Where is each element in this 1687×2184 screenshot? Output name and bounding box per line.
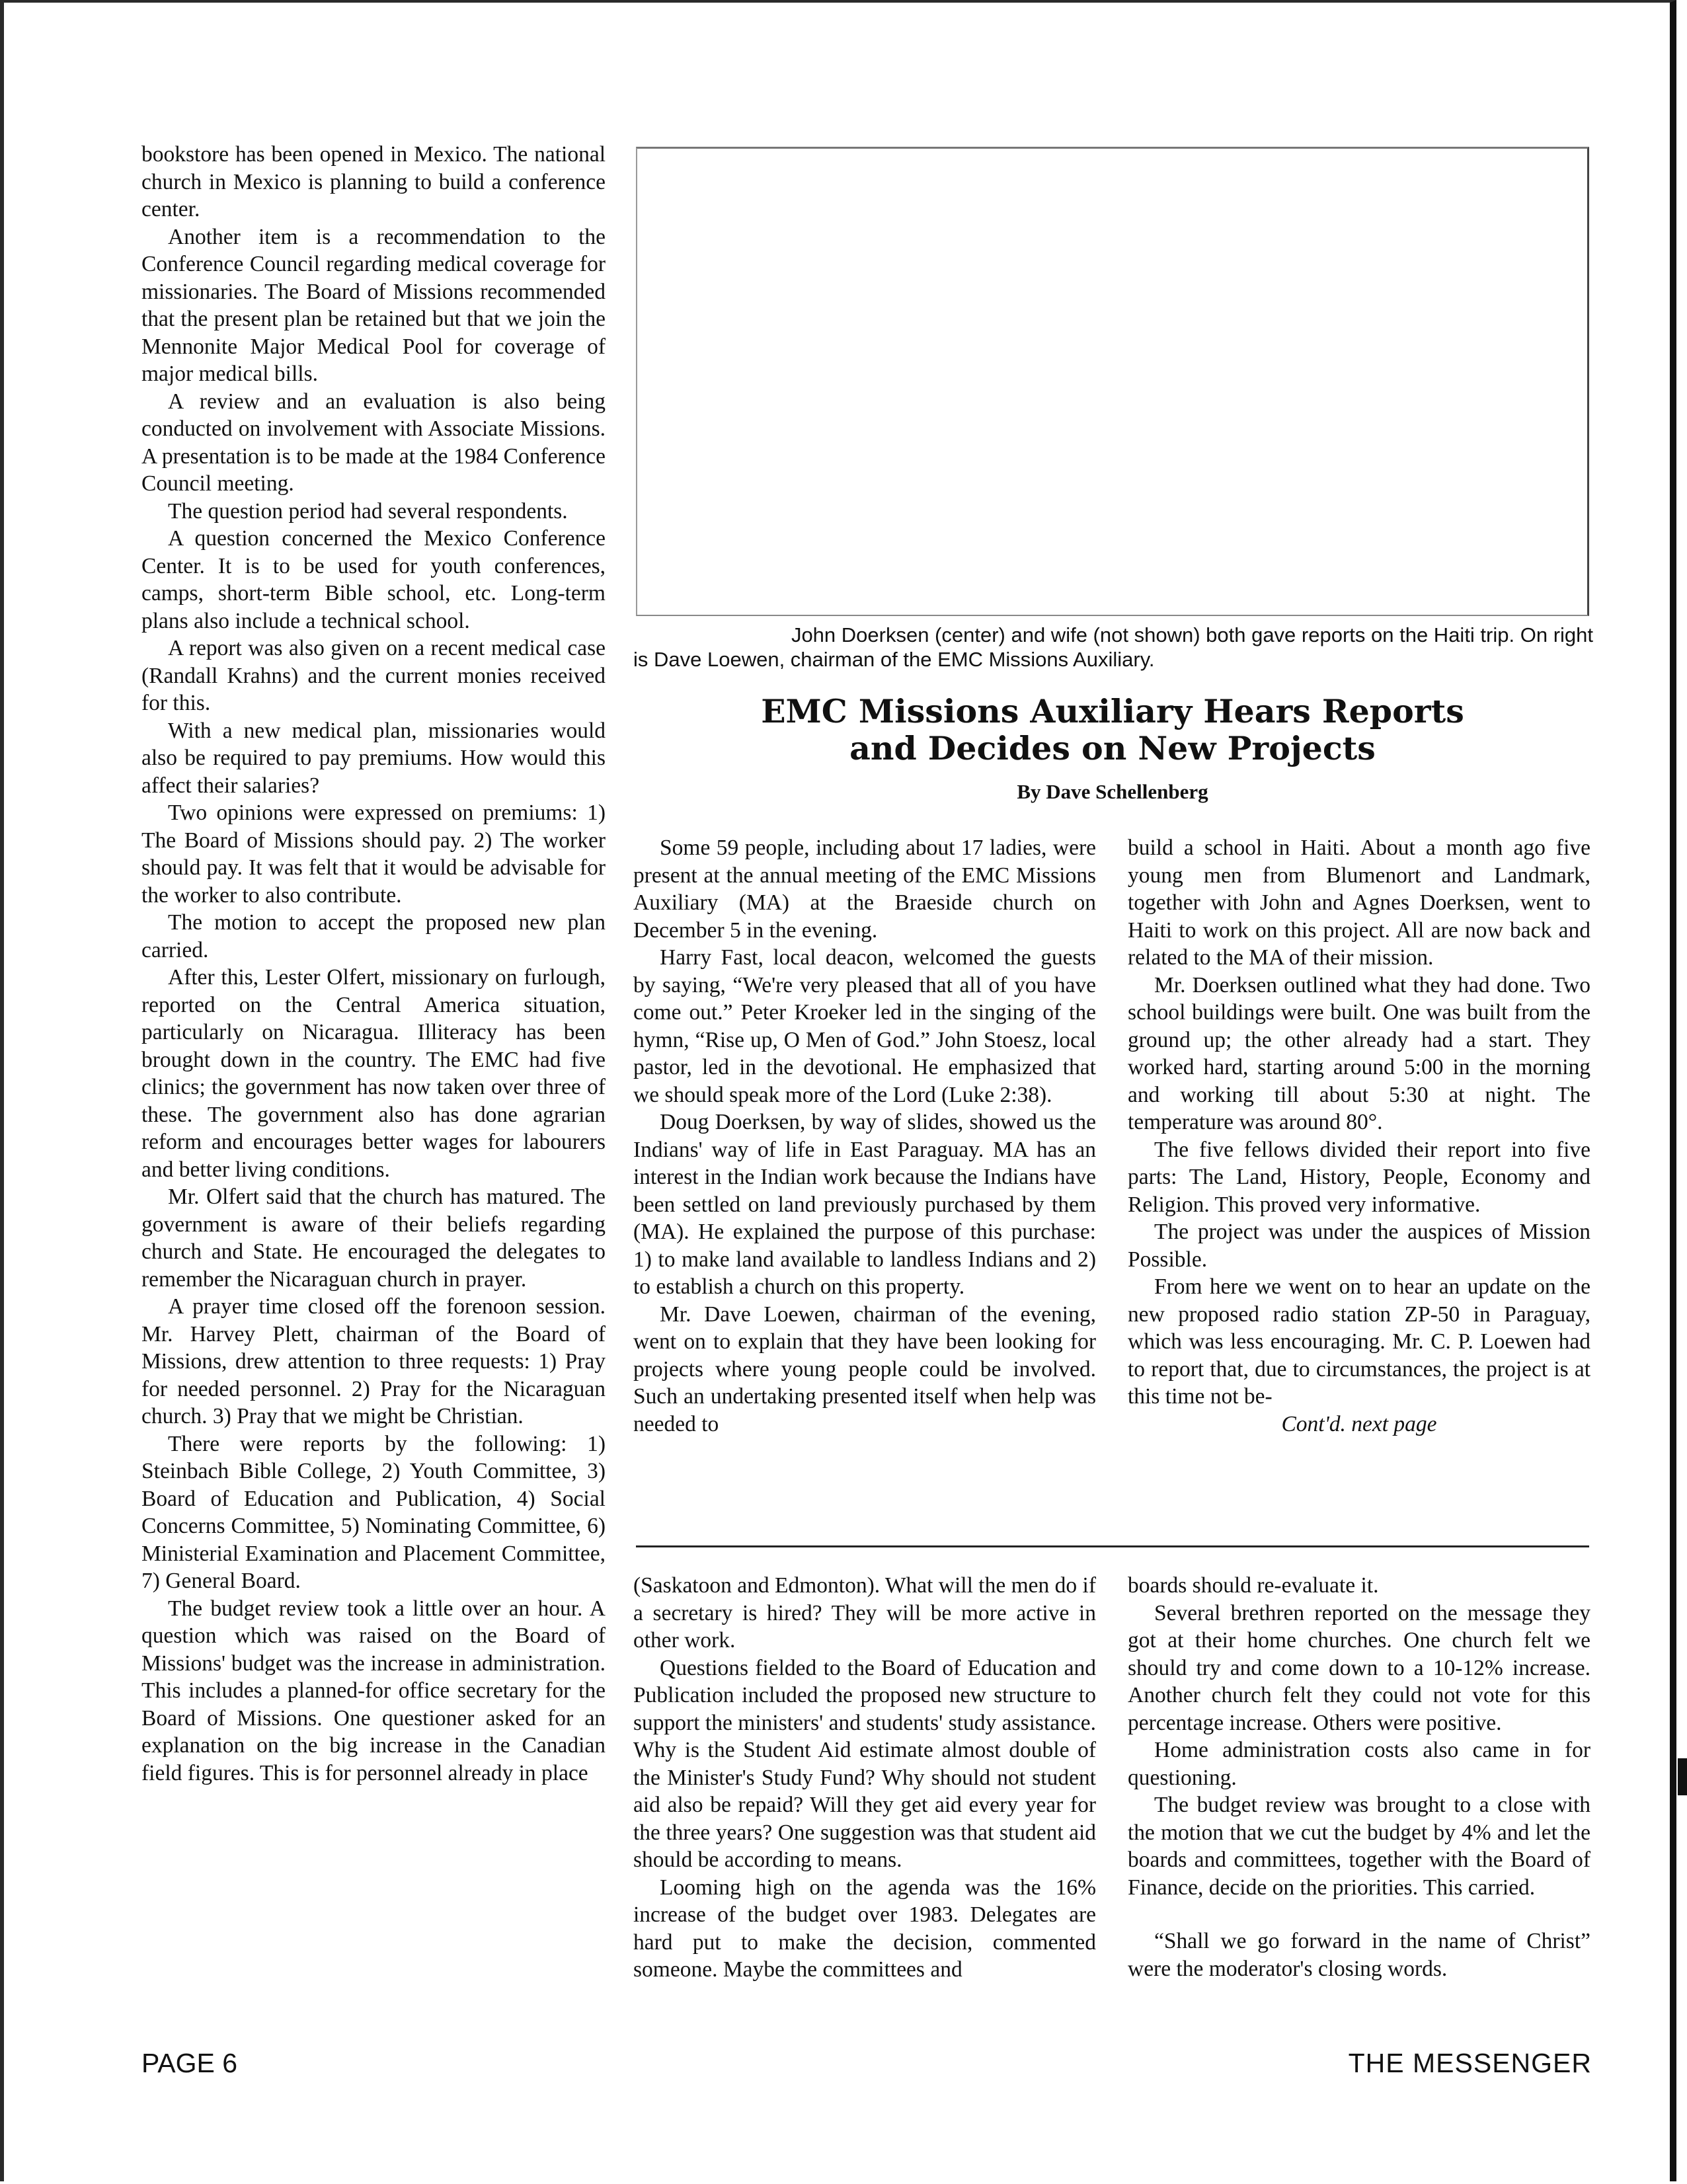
paragraph: Some 59 people, including about 17 ladies, were present at the annual meeting of the EMC Missions Auxiliary (MA) at the Braeside church on December 5 in the evening. [633,836,1096,943]
paragraph: (Saskatoon and Edmonton). What will the men do if a secretary is hired? They will be more active in other work. [633,1573,1096,1653]
article-middle-column [633,834,1096,1438]
paragraph: boards should re-evaluate it. [1128,1573,1379,1598]
paragraph: bookstore has been opened in Mexico. The national church in Mexico is planning to build a conference center. [141,142,606,221]
paragraph: A prayer time closed off the forenoon session. Mr. Harvey Plett, chairman of the Board of Missions, drew attention to three requests: 1) Pray for needed personnel. 2) Pray for the Nicaraguan church. 3) Pray that we might be Christian. [141,1294,606,1428]
paragraph: The project was under the auspices of Mission Possible. [1128,1220,1590,1272]
left-column [141,141,606,1787]
paragraph: After this, Lester Olfert, missionary on furlough, reported on the Central America situation, particularly on Nicaragua. Illiteracy has been brought down in the country. The EMC had five clinics; the government has now taken over three of these. The government also has done agrarian reform and encourages better wages for labourers and better living conditions. [141,965,606,1182]
paragraph: Another item is a recommendation to the Conference Council regarding medical coverage for missionaries. The Board of Missions recommended that the present plan be retained but that we join the Mennonite Major Medical Pool for coverage of major medical bills. [141,224,606,386]
paragraph: The budget review took a little over an hour. A question which was raised on the Board of Missions' budget was the increase in administration. This includes a planned-for office secretary for the Board of Missions. One questioner asked for an explanation on the big increase in the Canadian field figures. This is for personnel already in place [141,1596,606,1785]
paragraph: With a new medical plan, missionaries would also be required to pay premiums. How would this affect their salaries? [141,718,606,798]
paragraph: Doug Doerksen, by way of slides, showed us the Indians' way of life in East Paraguay. MA has an interest in the Indian work because the Indians have been settled on land previously purchased by them (MA). He explained the purpose of this purchase: 1) to make land available to landless Indians and 2) to establish a church on this property. [633,1110,1096,1299]
paragraph: Looming high on the agenda was the 16% increase of the budget over 1983. Delegates are hard put to make the decision, commented someone. Maybe the committees and [633,1875,1096,1982]
caption-line-2: is Dave Loewen, chairman of the EMC Missions Auxiliary. [633,648,1155,671]
byline: By Dave Schellenberg [1017,780,1208,803]
paragraph: A question concerned the Mexico Conference Center. It is to be used for youth conferences, camps, short-term Bible school, etc. Long-term plans also include a technical school. [141,526,606,633]
paragraph: The motion to accept the proposed new plan carried. [141,910,606,962]
publication-name: THE MESSENGER [1348,2048,1592,2078]
paragraph: build a school in Haiti. About a month ago five young men from Blumenort and Landmark, together with John and Agnes Doerksen, went to Haiti to work on this project. All are now back and related to the MA of their mission. [1128,836,1590,970]
paragraph: The budget review was brought to a close with the motion that we cut the budget by 4% and let the boards and committees, together with the Board of Finance, decide on the priorities. This carried. [1128,1793,1590,1900]
paragraph: Mr. Olfert said that the church has matured. The government is aware of their beliefs regarding church and State. He encouraged the delegates to remember the Nicaraguan church in prayer. [141,1185,606,1292]
article-right-column [1128,834,1590,1438]
paragraph: Home administration costs also came in for questioning. [1128,1738,1590,1790]
headline-line-2: and Decides on New Projects [849,729,1376,767]
paragraph: There were reports by the following: 1) Steinbach Bible College, 2) Youth Committee, 3) Board of Education and Publication, 4) Social Concerns Committee, 5) Nominating Committee, 6) Ministerial Examination and Placement Committee, 7) General Board. [141,1431,606,1593]
paragraph: Several brethren reported on the message they got at their home churches. One church felt we should try and come down to a 10-12% increase. Another church felt they could not vote for this percentage increase. Others were positive. [1128,1600,1590,1735]
paragraph: Mr. Doerksen outlined what they had done. Two school buildings were built. One was built from the ground up; the other already had a start. They worked hard, starting around 5:00 in the morning and working till about 5:30 at night. The temperature was around 80°. [1128,972,1590,1134]
paragraph: Harry Fast, local deacon, welcomed the guests by saying, “We're very pleased that all of you have come out.” Peter Kroeker led in the singing of the hymn, “Rise up, O Men of God.” John Stoesz, local pastor, led in the devotional. He emphasized that we should speak more of the Lord (Luke 2:38). [633,945,1096,1107]
paragraph: The question period had several respondents. [168,498,568,524]
photo-caption [633,623,1593,672]
lower-middle-column [633,1572,1096,1984]
paragraph: Mr. Dave Loewen, chairman of the evening, went on to explain that they have been looking for projects where young people could be involved. Such an undertaking presented itself when help was needed to [633,1302,1096,1436]
edge-mark [1678,1758,1687,1795]
lower-right-column [1128,1572,1590,1982]
closing-paragraph: “Shall we go forward in the name of Christ” were the moderator's closing words. [1128,1929,1590,1981]
page-number: PAGE 6 [141,2048,238,2078]
paragraph: From here we went on to hear an update on the new proposed radio station ZP-50 in Paraguay, which was less encouraging. Mr. C. P. Loewen had to report that, due to circumstances, the project is at this time not be- [1128,1274,1590,1409]
paragraph: Questions fielded to the Board of Education and Publication included the proposed new structure to support the ministers' and students' study assistance. Why is the Student Aid estimate almost double of the Minister's Study Fund? Why should not student aid also be repaid? Will they get aid every year for the three years? One suggestion was that student aid should be according to means. [633,1655,1096,1872]
continued-note: Cont'd. next page [1281,1411,1437,1436]
paragraph: A review and an evaluation is also being conducted on involvement with Associate Missions. A presentation is to be made at the 1984 Conference Council meeting. [141,389,606,496]
article-headline [633,693,1592,767]
caption-line-1: John Doerksen (center) and wife (not shown) both gave reports on the Haiti trip. On right [791,623,1593,646]
section-divider [636,1545,1589,1547]
photo-frame [636,147,1589,616]
paragraph: A report was also given on a recent medical case (Randall Krahns) and the current monies received for this. [141,636,606,715]
paragraph: Two opinions were expressed on premiums: 1) The Board of Missions should pay. 2) The worker should pay. It was felt that it would be advisable for the worker to also contribute. [141,800,606,908]
headline-line-1: EMC Missions Auxiliary Hears Reports [761,692,1464,730]
paragraph: The five fellows divided their report into five parts: The Land, History, People, Economy and Religion. This proved very informative. [1128,1137,1590,1217]
